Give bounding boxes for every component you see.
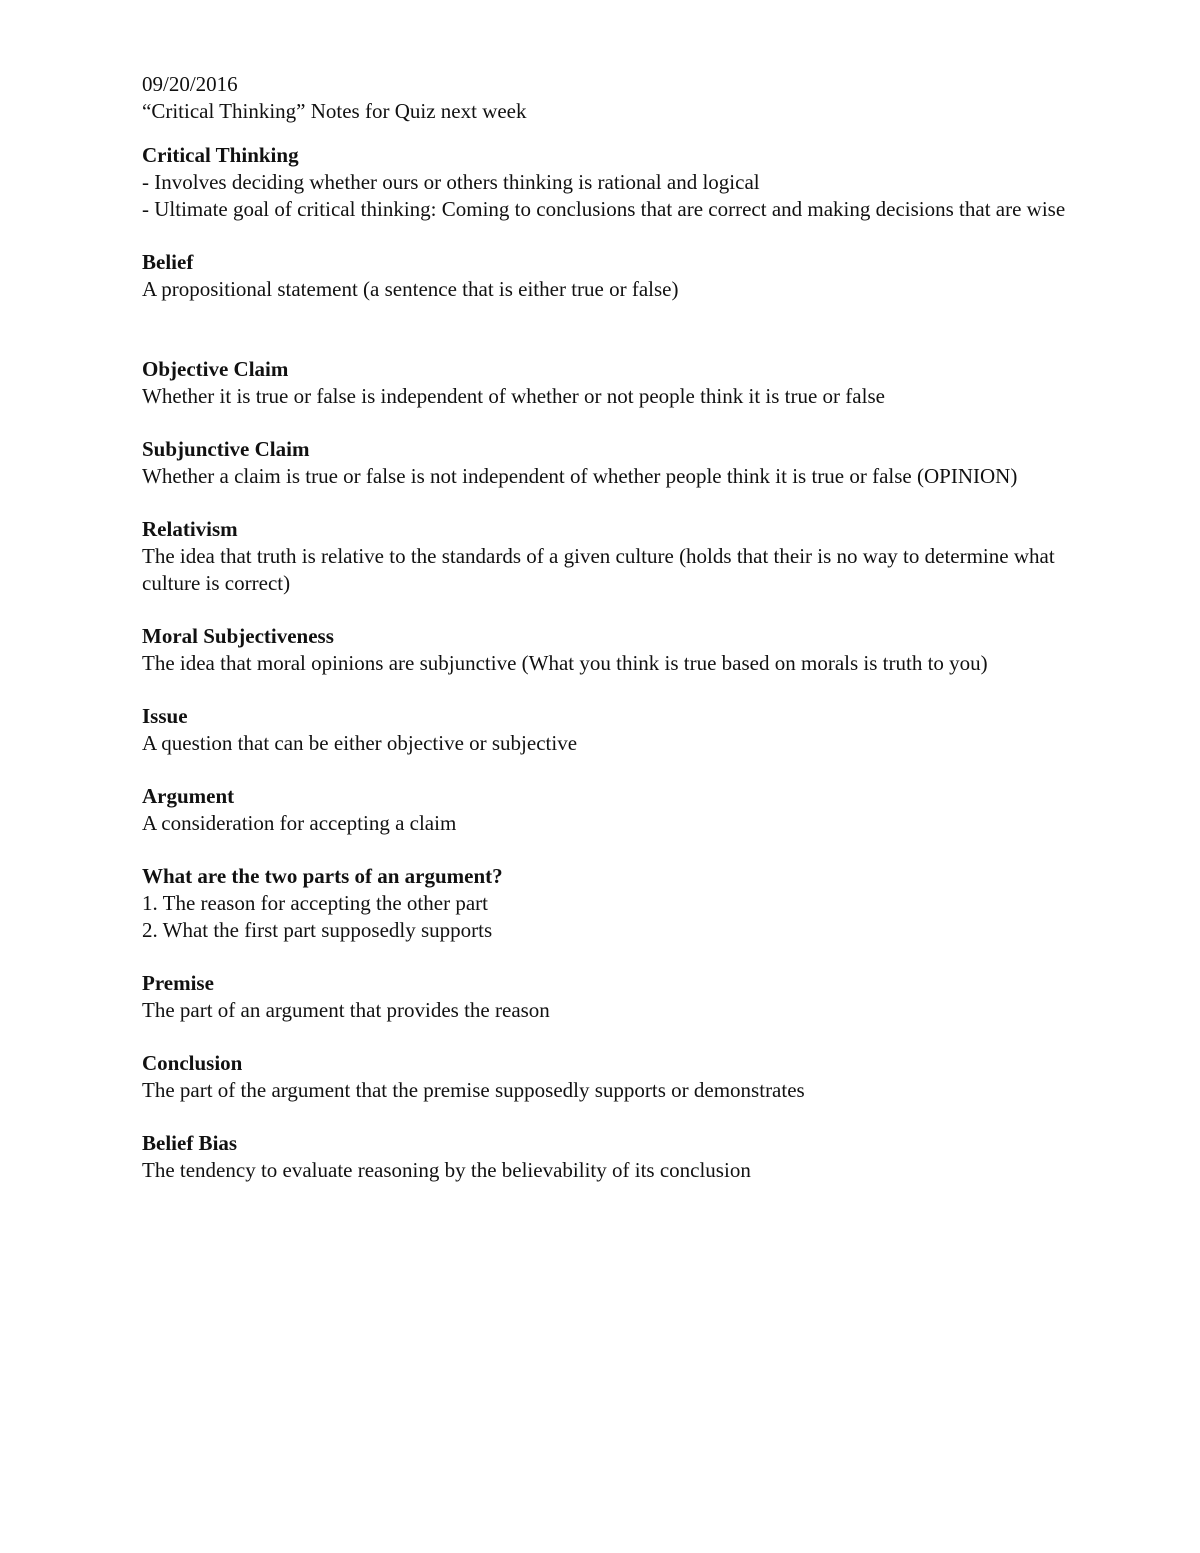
term-heading: Belief Bias [142,1131,238,1155]
definition-line: 2. What the first part supposedly supports [142,918,493,942]
term-heading: Relativism [142,517,238,541]
section-belief [142,249,1072,303]
section-relativism [142,516,1072,597]
term-heading: Subjunctive Claim [142,437,310,461]
term-heading: Conclusion [142,1051,243,1075]
definition-line: The tendency to evaluate reasoning by the believability of its conclusion [142,1158,751,1182]
definition-line: The idea that truth is relative to the standards of a given culture (holds that their is no way to determine what culture is correct) [142,544,1060,595]
notes-document [142,71,1072,1184]
definition-line: - Involves deciding whether ours or others thinking is rational and logical [142,170,760,194]
section-conclusion [142,1050,1072,1104]
term-heading: Critical Thinking [142,143,299,167]
term-heading: Issue [142,704,188,728]
term-heading: Premise [142,971,214,995]
definition-line: The part of the argument that the premise supposedly supports or demonstrates [142,1078,805,1102]
term-heading: Objective Claim [142,357,289,381]
definition-line: A propositional statement (a sentence that is either true or false) [142,277,679,301]
definition-line: Whether a claim is true or false is not independent of whether people think it is true or false (OPINION) [142,464,1018,488]
section-objective-claim [142,356,1072,410]
term-heading: What are the two parts of an argument? [142,864,503,888]
definition-line: The part of an argument that provides the reason [142,998,550,1022]
definition-line: A consideration for accepting a claim [142,811,457,835]
term-heading: Argument [142,784,235,808]
document-subtitle: “Critical Thinking” Notes for Quiz next week [142,99,527,123]
section-issue [142,703,1072,757]
definition-line: - Ultimate goal of critical thinking: Coming to conclusions that are correct and making decisions that are wise [142,197,1066,221]
section-premise [142,970,1072,1024]
term-heading: Belief [142,250,194,274]
definition-line: The idea that moral opinions are subjunctive (What you think is true based on morals is truth to you) [142,651,988,675]
definition-line: 1. The reason for accepting the other part [142,891,488,915]
term-heading: Moral Subjectiveness [142,624,334,648]
section-moral-subjectiveness [142,623,1072,677]
section-subjunctive-claim [142,436,1072,490]
document-date: 09/20/2016 [142,72,238,96]
section-two-parts-of-argument [142,863,1072,944]
section-argument [142,783,1072,837]
definition-line: A question that can be either objective or subjective [142,731,578,755]
section-belief-bias [142,1130,1072,1184]
definition-line: Whether it is true or false is independent of whether or not people think it is true or false [142,384,885,408]
section-critical-thinking [142,142,1072,223]
